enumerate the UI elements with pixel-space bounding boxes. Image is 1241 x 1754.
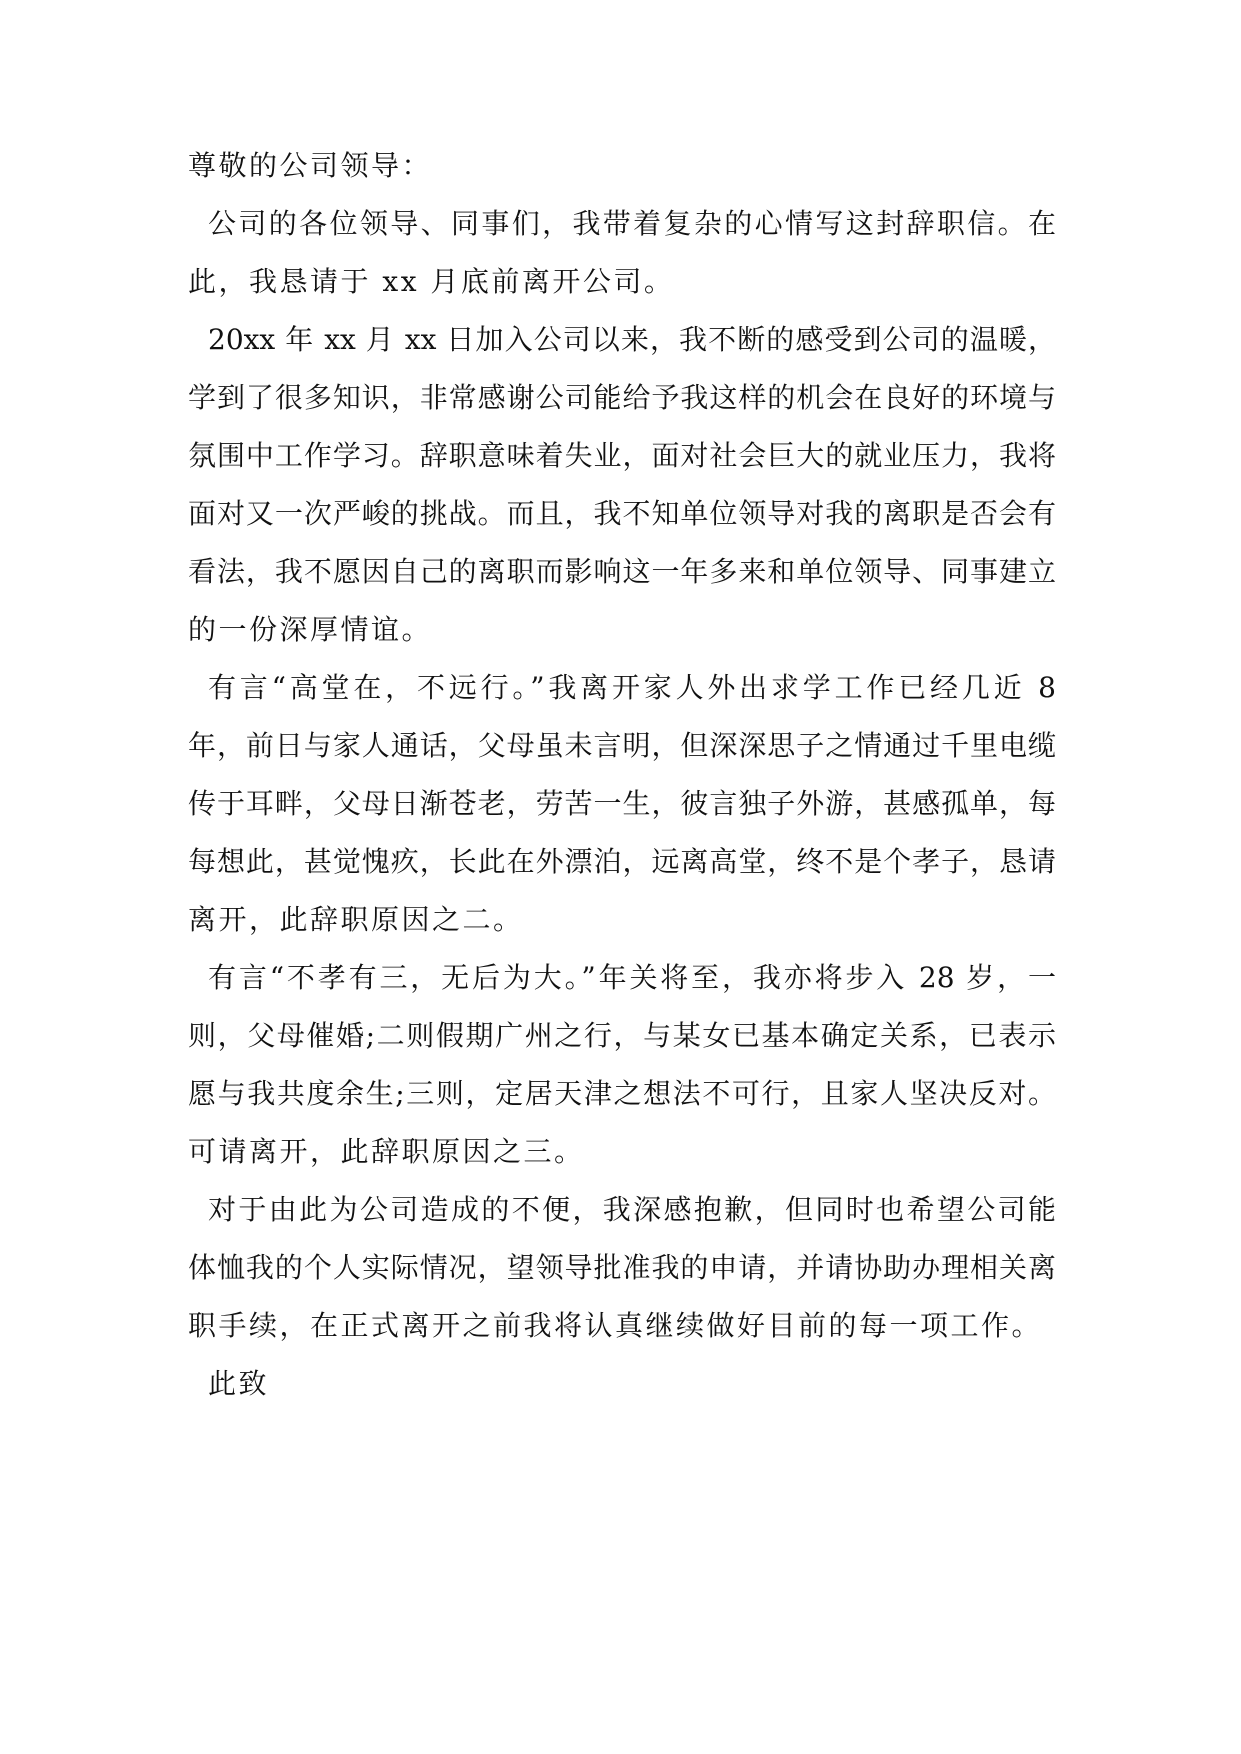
salutation: 尊敬的公司领导： <box>188 149 433 182</box>
paragraph-line: 可请离开，此辞职原因之三。 <box>188 1135 585 1168</box>
paragraph-line: 有言“高堂在，不远行。”我离开家人外出求学工作已经几近 8 <box>208 671 1056 704</box>
closing: 此致 <box>208 1367 270 1400</box>
paragraph-line: 面对又一次严峻的挑战。而且，我不知单位领导对我的离职是否会有 <box>188 497 1056 530</box>
paragraph-line: 每想此，甚觉愧疚，长此在外漂泊，远离高堂，终不是个孝子，恳请 <box>188 845 1056 878</box>
paragraph-line: 则，父母催婚;二则假期广州之行，与某女已基本确定关系，已表示 <box>188 1019 1056 1052</box>
paragraph-line: 年，前日与家人通话，父母虽未言明，但深深思子之情通过千里电缆 <box>188 729 1056 762</box>
paragraph-line: 20xx 年 xx 月 xx 日加入公司以来，我不断的感受到公司的温暖， <box>208 323 1056 356</box>
paragraph-line: 氛围中工作学习。辞职意味着失业，面对社会巨大的就业压力，我将 <box>188 439 1056 472</box>
paragraph-line: 体恤我的个人实际情况，望领导批准我的申请，并请协助办理相关离 <box>188 1251 1056 1284</box>
paragraph-line: 离开，此辞职原因之二。 <box>188 903 524 936</box>
paragraph-line: 对于由此为公司造成的不便，我深感抱歉，但同时也希望公司能 <box>208 1193 1056 1226</box>
paragraph-line: 看法，我不愿因自己的离职而影响这一年多来和单位领导、同事建立 <box>188 555 1056 588</box>
paragraph-line: 的一份深厚情谊。 <box>188 613 433 646</box>
paragraph-line: 公司的各位领导、同事们，我带着复杂的心情写这封辞职信。在 <box>208 207 1056 240</box>
paragraph-line: 此，我恳请于 xx 月底前离开公司。 <box>188 265 675 298</box>
paragraph-line: 传于耳畔，父母日渐苍老，劳苦一生，彼言独子外游，甚感孤单，每 <box>188 787 1056 820</box>
paragraph-line: 愿与我共度余生;三则，定居天津之想法不可行，且家人坚决反对。 <box>188 1077 1056 1110</box>
paragraph-line: 有言“不孝有三，无后为大。”年关将至，我亦将步入 28 岁，一 <box>208 961 1056 994</box>
paragraph-line: 学到了很多知识，非常感谢公司能给予我这样的机会在良好的环境与 <box>188 381 1056 414</box>
paragraph-line: 职手续，在正式离开之前我将认真继续做好目前的每一项工作。 <box>188 1309 1043 1342</box>
